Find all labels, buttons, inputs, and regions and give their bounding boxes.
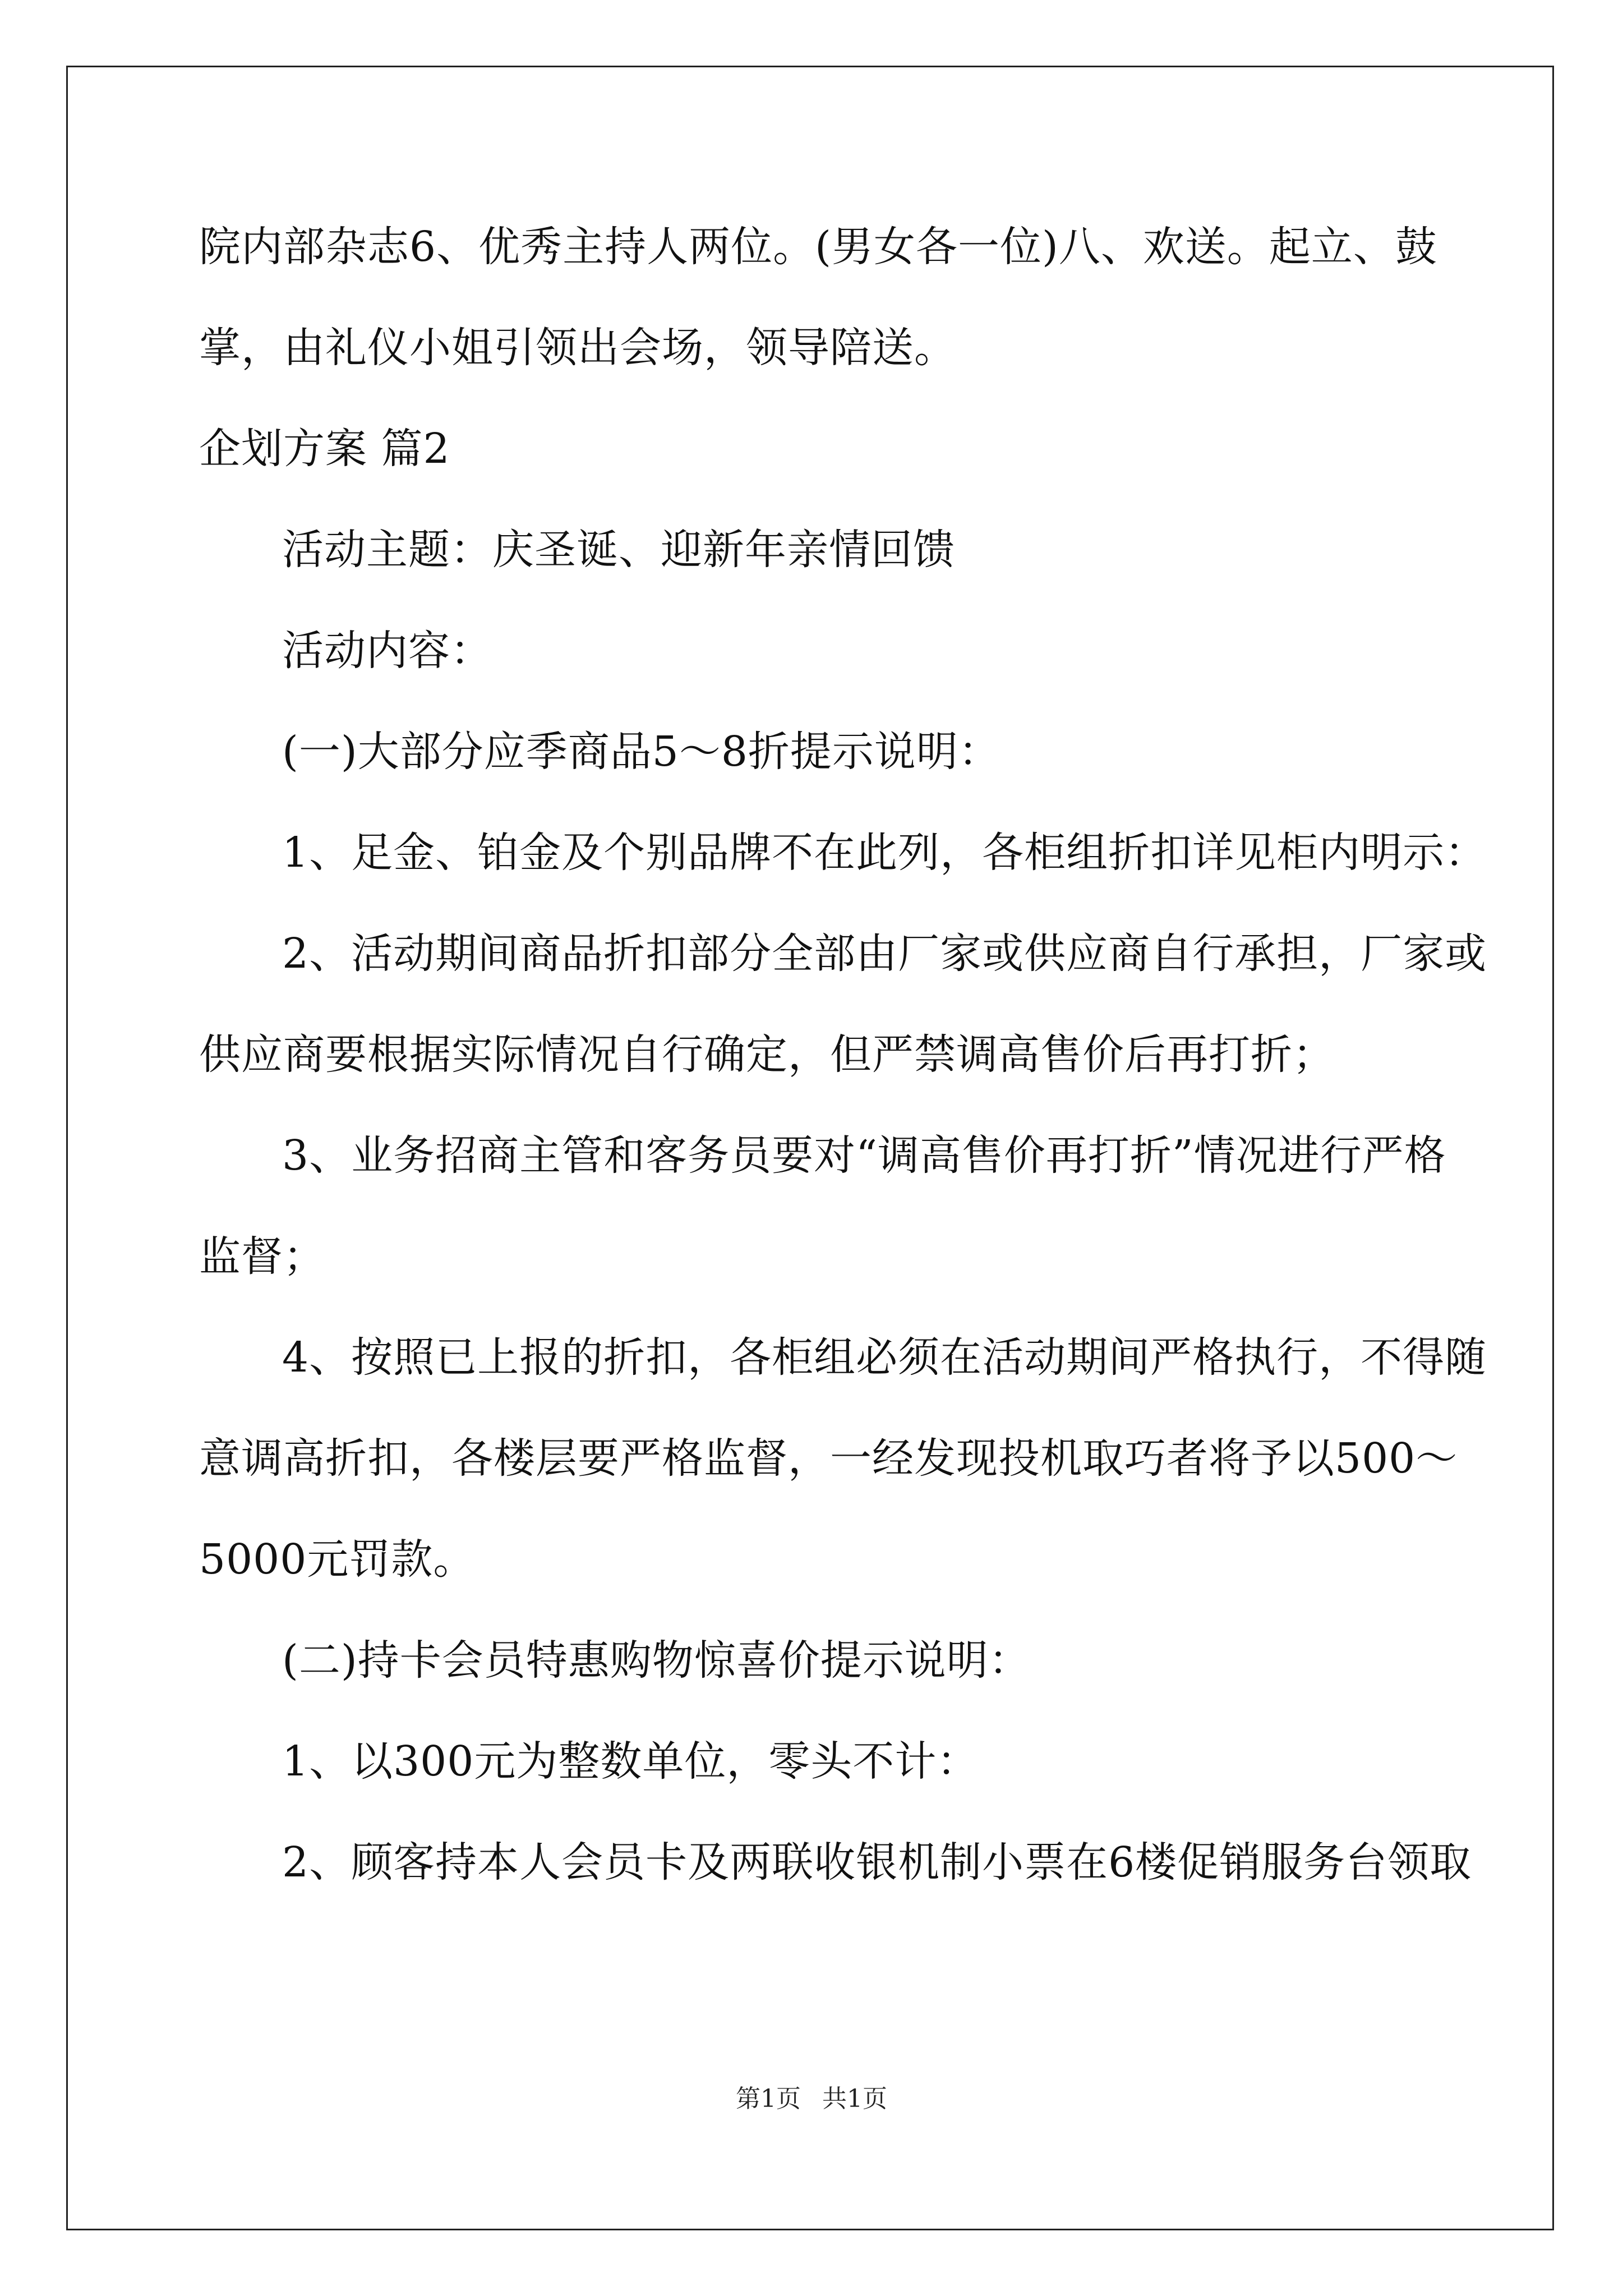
text-line-14: 5000元罚款。: [199, 1535, 476, 1584]
section-heading: 企划方案 篇2: [199, 425, 450, 473]
text-line-13: 意调高折扣，各楼层要严格监督，一经发现投机取巧者将予以500～: [199, 1434, 1458, 1483]
text-line-10: 3、业务招商主管和客务员要对“调高售价再打折”情况进行严格: [282, 1131, 1446, 1180]
text-line-17: 2、顾客持本人会员卡及两联收银机制小票在6楼促销服务台领取: [282, 1838, 1472, 1887]
text-line-9: 供应商要根据实际情况自行确定，但严禁调高售价后再打折；: [199, 1030, 1335, 1079]
text-line-5: 活动内容：: [282, 627, 492, 675]
text-line-15: (二)持卡会员特惠购物惊喜价提示说明：: [282, 1636, 1031, 1685]
text-line-6: (一)大部分应季商品5～8折提示说明：: [282, 728, 1000, 776]
text-line-16: 1、以300元为整数单位，零头不计：: [282, 1737, 979, 1786]
text-line-2: 掌，由礼仪小姐引领出会场，领导陪送。: [199, 324, 956, 372]
page-total: 共1页: [822, 2085, 887, 2113]
text-line-8: 2、活动期间商品折扣部分全部由厂家或供应商自行承担，厂家或: [282, 930, 1487, 978]
text-line-12: 4、按照已上报的折扣，各柜组必须在活动期间严格执行，不得随: [282, 1333, 1487, 1382]
text-line-11: 监督；: [199, 1232, 325, 1281]
page-footer: [0, 2078, 1623, 2114]
text-line-7: 1、足金、铂金及个别品牌不在此列，各柜组折扣详见柜内明示：: [282, 829, 1487, 877]
page-number: 第1页: [736, 2085, 801, 2113]
text-line-1: 院内部杂志6、优秀主持人两位。(男女各一位)八、欢送。起立、鼓: [199, 223, 1437, 271]
text-line-4: 活动主题：庆圣诞、迎新年亲情回馈: [282, 526, 955, 574]
